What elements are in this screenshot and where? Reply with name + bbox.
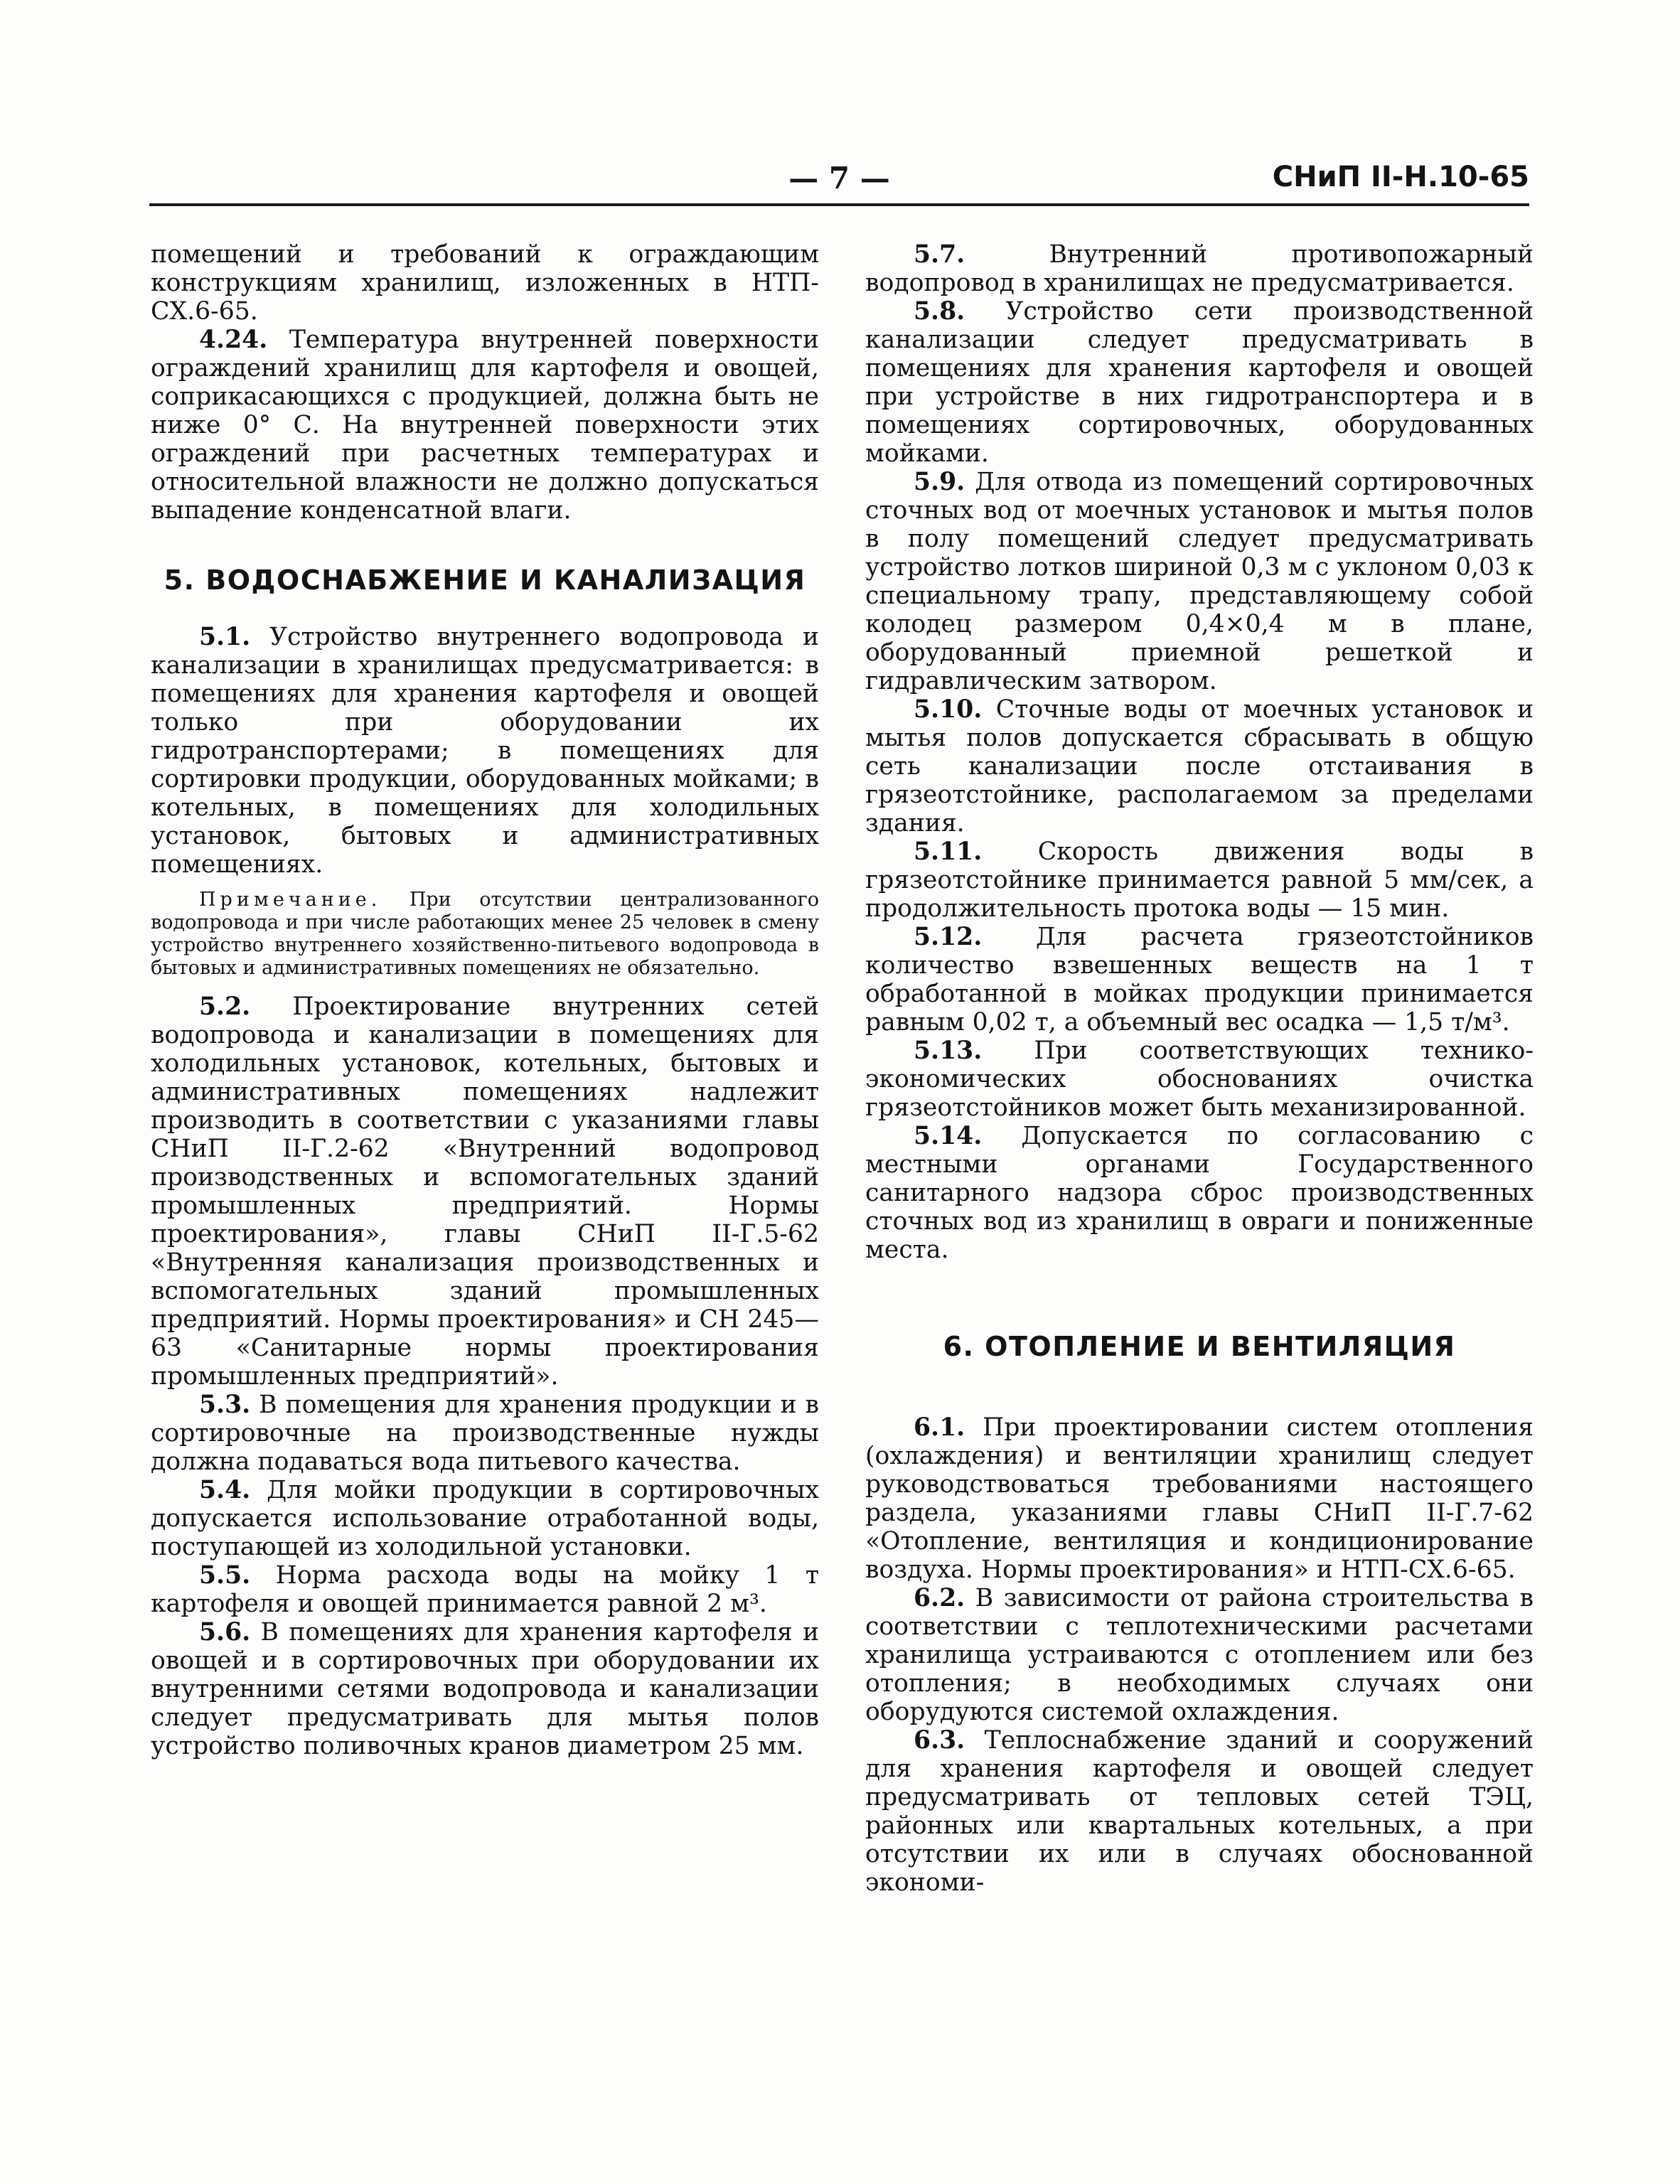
clause-number: 5.11.	[914, 837, 983, 866]
paragraph-5-14	[865, 1122, 1534, 1264]
paragraph-5-11	[865, 837, 1534, 923]
paragraph-5-6	[151, 1618, 819, 1760]
paragraph-5-9	[865, 468, 1534, 695]
page-number: — 7 —	[788, 161, 890, 196]
clause-text: Температура внутренней поверхности ограждений хранилищ для картофеля и овощей, соприкасающихся с продукцией, должна быть не ниже 0° С. На внутренней поверхности этих ограждений при расчетных температурах и относительной влажности не должно допускаться выпадение конденсатной влаги.	[151, 326, 819, 525]
clause-text: В помещения для хранения продукции и в сортировочные на производственные нужды должна подаваться вода питьевого качества.	[151, 1391, 819, 1476]
paragraph-6-1	[865, 1413, 1534, 1584]
clause-text: Для мойки продукции в сортировочных допускается использование отработанной воды, поступающей из холодильной установки.	[151, 1476, 819, 1561]
clause-number: 5.8.	[914, 297, 965, 326]
clause-text: Допускается по согласованию с местными органами Государственного санитарного надзора сброс производственных сточных вод из хранилищ в овраги и пониженные места.	[865, 1122, 1534, 1264]
clause-number: 5.13.	[914, 1037, 983, 1065]
clause-text: Теплоснабжение зданий и сооружений для хранения картофеля и овощей следует предусматривать от тепловых сетей ТЭЦ, районных или квартальных котельных, а при отсутствии их или в случаях обоснованной экономи-	[865, 1726, 1534, 1897]
clause-number: 5.10.	[914, 695, 983, 724]
clause-number: 5.5.	[199, 1561, 251, 1590]
paragraph-5-7	[865, 240, 1534, 297]
clause-number: 6.3.	[914, 1726, 965, 1755]
clause-text: Устройство внутреннего водопровода и канализации в хранилищах предусматривается: в помещениях для хранения картофеля и овощей только при оборудовании их гидротранспортерами; в помещениях для сортировки продукции, оборудованных мойками; в котельных, в помещениях для холодильных установок, бытовых и административных помещениях.	[151, 623, 819, 879]
left-column	[151, 240, 819, 1760]
clause-number: 5.9.	[914, 468, 965, 496]
clause-number: 5.4.	[199, 1476, 251, 1504]
paragraph-5-13	[865, 1037, 1534, 1122]
clause-text: Для отвода из помещений сортировочных сточных вод от моечных установок и мытья полов в полу помещений следует предусматривать устройство лотков шириной 0,3 м с уклоном 0,03 к специальному трапу, представляющему собой колодец размером 0,4×0,4 м в плане, оборудованный приемной решеткой и гидравлическим затвором.	[865, 468, 1534, 695]
clause-text: В помещениях для хранения картофеля и овощей и в сортировочных при оборудовании их внутренними сетями водопровода и канализации следует предусматривать для мытья полов устройство поливочных кранов диаметром 25 мм.	[151, 1618, 819, 1760]
clause-text: Внутренний противопожарный водопровод в хранилищах не предусматривается.	[865, 240, 1534, 297]
section-heading-6: 6. ОТОПЛЕНИЕ И ВЕНТИЛЯЦИЯ	[943, 1331, 1456, 1362]
clause-text: Скорость движения воды в грязеотстойнике принимается равной 5 мм/сек, а продолжительность протока воды — 15 мин.	[865, 837, 1534, 923]
paragraph-5-2	[151, 992, 819, 1391]
clause-number: 4.24.	[199, 326, 268, 354]
clause-number: 5.7.	[914, 240, 965, 269]
clause-number: 6.1.	[914, 1413, 965, 1442]
clause-number: 5.12.	[914, 923, 983, 951]
clause-text: Устройство сети производственной канализации следует предусматривать в помещениях для хранения картофеля и овощей при устройстве в них гидротранспортера и в помещениях сортировочных, оборудованных мойками.	[865, 297, 1534, 468]
clause-text: При проектировании систем отопления (охлаждения) и вентиляции хранилищ следует руководствоваться требованиями настоящего раздела, указаниями главы СНиП II-Г.7-62 «Отопление, вентиляция и кондиционирование воздуха. Нормы проектирования» и НТП-СХ.6-65.	[865, 1413, 1534, 1584]
clause-number: 6.2.	[914, 1584, 965, 1612]
paragraph-4-24	[151, 326, 819, 525]
paragraph-5-1	[151, 623, 819, 879]
note-lead: Примечание.	[199, 889, 382, 911]
paragraph-5-8	[865, 297, 1534, 468]
clause-number: 5.6.	[199, 1618, 251, 1647]
clause-text: В зависимости от района строительства в соответствии с теплотехническими расчетами хранилища устраиваются с отоплением или без отопления; в необходимых случаях они оборудуются системой охлаждения.	[865, 1584, 1534, 1726]
paragraph-5-3	[151, 1391, 819, 1476]
note	[151, 889, 819, 980]
paragraph-5-4	[151, 1476, 819, 1561]
clause-number: 5.14.	[914, 1122, 983, 1150]
paragraph-continued: помещений и требований к ограждающим конструкциям хранилищ, изложенных в НТП-СХ.6-65.	[151, 240, 819, 326]
clause-text: Сточные воды от моечных установок и мытья полов допускается сбрасывать в общую сеть канализации после отстаивания в грязеотстойнике, располагаемом за пределами здания.	[865, 695, 1534, 837]
section-heading-5: 5. ВОДОСНАБЖЕНИЕ И КАНАЛИЗАЦИЯ	[164, 564, 806, 596]
running-header	[149, 161, 1529, 200]
clause-number: 5.3.	[199, 1391, 251, 1419]
paragraph-6-2	[865, 1584, 1534, 1726]
clause-number: 5.1.	[199, 623, 251, 651]
paragraph-5-5	[151, 1561, 819, 1618]
document-code: СНиП II-Н.10-65	[1272, 161, 1529, 193]
clause-number: 5.2.	[199, 992, 251, 1021]
clause-text: При соответствующих технико-экономических обоснованиях очистка грязеотстойников может быть механизированной.	[865, 1037, 1534, 1122]
paragraph-5-12	[865, 923, 1534, 1037]
header-rule	[149, 203, 1529, 206]
clause-text: Для расчета грязеотстойников количество взвешенных веществ на 1 т обработанной в мойках продукции принимается равным 0,02 т, а объемный вес осадка — 1,5 т/м³.	[865, 923, 1534, 1037]
section-spacer	[865, 1264, 1534, 1332]
clause-text: Норма расхода воды на мойку 1 т картофеля и овощей принимается равной 2 м³.	[151, 1561, 819, 1618]
paragraph-6-3	[865, 1726, 1534, 1897]
clause-text: Проектирование внутренних сетей водопровода и канализации в помещениях для холодильных установок, котельных, бытовых и административных помещениях надлежит производить в соответствии с указаниями главы СНиП II-Г.2-62 «Внутренний водопровод производственных и вспомогательных зданий промышленных предприятий. Нормы проектирования», главы СНиП II-Г.5-62 «Внутренняя канализация производственных и вспомогательных зданий промышленных предприятий. Нормы проектирования» и СН 245—63 «Санитарные нормы проектирования промышленных предприятий».	[151, 992, 819, 1391]
paragraph-5-10	[865, 695, 1534, 837]
note-text: При отсутствии централизованного водопровода и при числе работающих менее 25 человек в смену устройство внутреннего хозяйственно-питьевого водопровода в бытовых и административных помещениях не обязательно.	[151, 889, 819, 979]
right-column	[865, 240, 1534, 1897]
